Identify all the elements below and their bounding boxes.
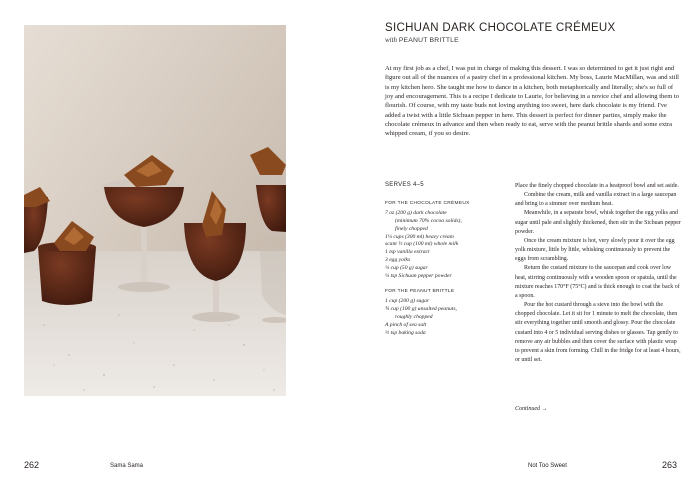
ingredient-item: 1 tsp vanilla extract [385, 249, 430, 256]
method-step: Once the cream mixture is hot, very slowly pour it over the egg yolk mixture, little by little, whisking continuously to prevent the eggs from scrambling. [515, 237, 675, 263]
method-step: Return the custard mixture to the saucepan and cook over low heat, stirring continuously with a wooden spoon or spatula, until the mixture reaches 170°F (75°C) and is thick enough to coat the back of a spoon. [515, 265, 680, 299]
ingredient-item: ¼ cup (50 g) sugar [385, 265, 428, 272]
left-running-head: Sama Sama [110, 463, 144, 469]
ingredient-item: 1¼ cups (300 ml) heavy cream [385, 233, 454, 240]
ingredient-item: scant ½ cup (100 ml) whole milk [385, 241, 459, 248]
ingredient-item: finely chopped [395, 225, 428, 232]
left-page-number: 262 [24, 460, 40, 470]
right-running-head: Not Too Sweet [528, 463, 567, 469]
recipe-title: SICHUAN DARK CHOCOLATE CRÉMEUX [385, 22, 616, 34]
ingredient-item: ¾ cup (100 g) unsalted peanuts, [385, 305, 457, 312]
serves: SERVES 4–5 [385, 182, 424, 188]
ingredient-group-heading: FOR THE PEANUT BRITTLE [385, 288, 455, 294]
intro-paragraph: At my first job as a chef, I was put in charge of making this dessert. I was so determined to get it just right and figure out all of the nuances of a pastry chef in a professional kitchen. My boss, Laurie MacMillan, was and still is my kitchen hero. She taught me how to dance in a kitchen, both metaphorically and literally; she's so full of joy and encouragement. This is a recipe I dedicate to Laurie, for believing in a novice chef and allowing them to flourish. Of course, with my taste buds not loving anything too sweet, here dark chocolate is my friend. I've added a twist with a little Sichuan pepper in here. This dessert is perfect for dinner parties, simply make the chocolate crémeux in advance and then when ready to eat, serve with the peanut brittle shards and some extra whipped cream, if you so desire. [385, 65, 680, 138]
recipe-subtitle [385, 36, 459, 44]
ingredient-item: 3 egg yolks [385, 257, 411, 264]
ingredient-item: roughly chopped [395, 313, 433, 320]
continued-note: Continued → [515, 406, 548, 412]
ingredient-item: A pinch of sea salt [385, 321, 427, 328]
ingredient-item: ¼ tsp Sichuan pepper powder [385, 273, 452, 280]
ingredient-item: 7 oz (200 g) dark chocolate [385, 209, 447, 216]
method-step: Pour the hot custard through a sieve into the bowl with the chopped chocolate. Let it sit for 1 minute to melt the chocolate, then stir everything together until smooth and glossy. Pour the chocolate custard into 4 or 5 individual serving dishes or glasses. Tap gently to remove any air bubbles and then cover the surface with plastic wrap to prevent a skin from forming. Chill in the fridge for at least 4 hours, or until set. [515, 302, 681, 363]
ingredient-list [385, 210, 503, 281]
method-step: Meanwhile, in a separate bowl, whisk together the egg yolks and sugar until pale and slightly thickened, then stir in the Sichuan pepper powder. [515, 210, 681, 235]
method-step: Combine the cream, milk and vanilla extract in a large saucepan and bring to a simmer over medium heat. [515, 192, 677, 208]
method-step: Place the finely chopped chocolate in a heatproof bowl and set aside. [515, 183, 679, 189]
ingredients-column [385, 182, 503, 337]
dessert-photo [24, 25, 286, 396]
ingredient-list [385, 298, 503, 338]
ingredient-item: 1 cup (200 g) sugar [385, 297, 430, 304]
ingredient-item: ½ tsp baking soda [385, 329, 426, 336]
subtitle-with: with [385, 36, 398, 44]
ingredient-item: (minimum 70% cocoa solids), [395, 217, 462, 224]
right-page-number: 263 [662, 460, 678, 470]
method-column [515, 182, 682, 365]
subtitle-name: PEANUT BRITTLE [398, 37, 459, 44]
ingredient-group-heading: FOR THE CHOCOLATE CRÉMEUX [385, 200, 470, 206]
recipe-intro [385, 64, 681, 139]
